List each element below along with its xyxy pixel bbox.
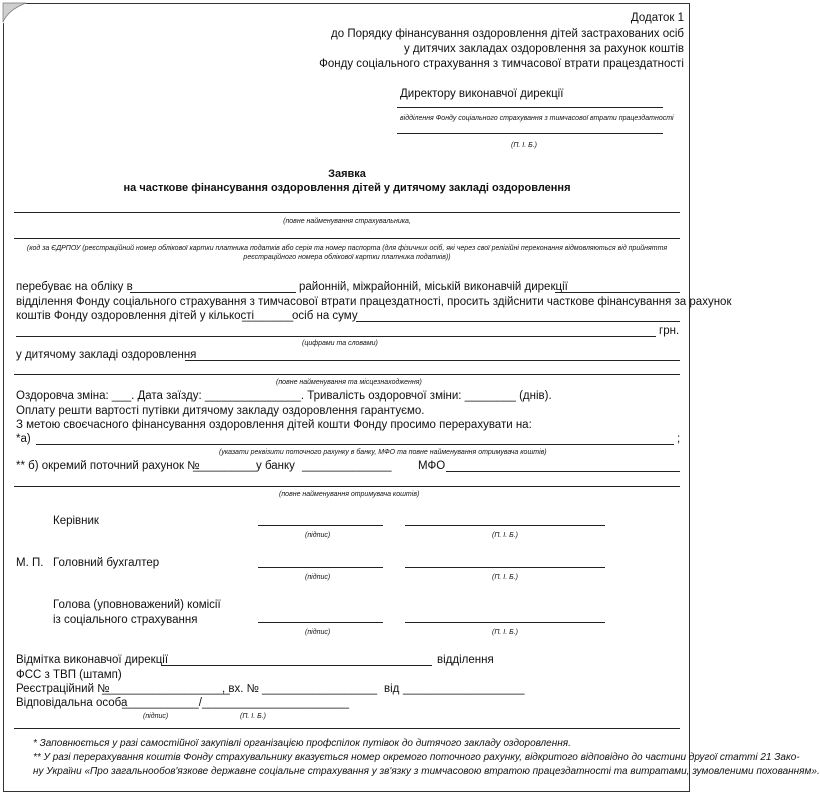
registered-suffix: районній, міжрайонній, міській виконавчій дирекції: [299, 281, 568, 293]
registered-district-field[interactable]: [130, 292, 296, 293]
recipient-caption: (повне найменування отримувача коштів): [279, 491, 420, 498]
mark-suffix: відділення: [437, 654, 494, 666]
fss-stamp-label: ФСС з ТВП (штамп): [16, 669, 122, 681]
bank-details-caption: (указати реквізити поточного рахунку в банку, МФО та повне найменування отримувача коштів): [219, 449, 547, 456]
accountant-sign-field[interactable]: [258, 567, 383, 568]
option-a-label: *а): [16, 433, 31, 445]
accountant-pib-caption: (П. І. Б.): [492, 574, 518, 581]
responsible-label: Відповідальна особа: [16, 697, 128, 709]
accountant-label: Головний бухгалтер: [53, 557, 160, 569]
addressee-line-2[interactable]: [397, 133, 663, 134]
insured-name-field[interactable]: [14, 212, 680, 213]
mark-directorate-field[interactable]: [161, 665, 432, 666]
recipient-field[interactable]: [14, 486, 680, 487]
doc-title: Заявка: [328, 168, 366, 180]
transfer-text: З метою своєчасного фінансування оздоровлення дітей кошти Фонду просимо перерахувати на:: [16, 419, 532, 431]
option-b-bank-label: у банку: [256, 460, 295, 472]
option-a-field[interactable]: [36, 444, 674, 445]
head-pib-field[interactable]: [405, 525, 605, 526]
chair-label-1: Голова (уповноважений) комісії: [53, 599, 221, 611]
currency-label: грн.: [659, 325, 680, 337]
mark-prefix: Відмітка виконавчої дирекції: [16, 654, 169, 666]
option-b-mfo-label: МФО: [418, 460, 446, 472]
footnote-1: * Заповнюється у разі самостійної закупівлі організацією профспілок путівок до дитячого закладу оздоровлення.: [33, 738, 571, 749]
registered-prefix: перебуває на обліку в: [16, 281, 133, 293]
doc-subtitle: на часткове фінансування оздоровлення дітей у дитячому закладі оздоровлення: [123, 182, 571, 194]
chair-pib-field[interactable]: [405, 622, 605, 623]
camp-prefix: у дитячому закладі оздоровлення: [16, 349, 197, 361]
stamp-label: М. П.: [16, 557, 44, 569]
option-a-end: ;: [677, 433, 681, 445]
funds-mid: осіб на суму: [292, 310, 358, 322]
addressee-line-1[interactable]: [397, 107, 663, 108]
from-label: від: [384, 683, 400, 695]
responsible-sign-caption: (підпис): [143, 713, 169, 720]
camp-caption: (повне найменування та місцезнаходження): [276, 379, 422, 386]
from-field[interactable]: ___________________: [403, 683, 525, 695]
in-no-field[interactable]: __________________: [262, 683, 378, 695]
footnote-divider: [14, 728, 680, 729]
addressee-title: Директору виконавчої дирекції: [400, 88, 564, 100]
annex-line3: у дитячих закладах оздоровлення за рахунок коштів: [403, 43, 684, 55]
camp-field[interactable]: [185, 360, 680, 361]
chair-sign-field[interactable]: [258, 622, 383, 623]
page-curl-icon: [0, 0, 30, 26]
head-label: Керівник: [53, 515, 99, 527]
head-sign-field[interactable]: [258, 525, 383, 526]
reg-no-label: Реєстраційний №: [16, 683, 110, 695]
edrpou-caption-1: (код за ЄДРПОУ (реєстраційний номер облікової картки платника податків або серія та номер паспорта (для фізичних осіб, які через свої релігійні переконання відмовляються від прийняття: [26, 245, 668, 252]
responsible-field[interactable]: ____________/_______________________: [122, 697, 350, 709]
guarantee-text: Оплату решти вартості путівки дитячому закладу оздоровлення гарантуємо.: [16, 405, 425, 417]
responsible-pib-caption: (П. І. Б.): [240, 713, 266, 720]
option-b-bank-field[interactable]: ______________: [302, 460, 392, 472]
footnote-2-line1: ** У разі перерахування коштів Фонду страхувальнику вказується номер окремого поточного рахунку, відкритого відповідно до частини другої статті 21 Зако-: [33, 752, 800, 763]
insured-name-caption: (повне найменування страхувальника,: [283, 218, 411, 225]
footnote-2-line2: ну України «Про загальнообов'язкове державне соціальне страхування у зв'язку з тимчасовою втратою працездатності та витратами, зумовленими похованням».: [33, 766, 820, 777]
annex-line4: Фонду соціального страхування з тимчасової втрати працездатності: [319, 58, 684, 70]
registered-directorate-field[interactable]: [555, 292, 680, 293]
option-b-prefix: ** б) окремий поточний рахунок №: [16, 460, 200, 472]
camp-field-2[interactable]: [14, 374, 680, 375]
shift-text: Оздоровча зміна: ___. Дата заїзду: _______________. Тривалість оздоровчої зміни: ________ (днів).: [16, 390, 552, 402]
funds-count-field[interactable]: ________: [242, 310, 294, 322]
chair-sign-caption: (підпис): [305, 629, 331, 636]
funds-sum-field-2[interactable]: [16, 336, 656, 337]
addressee-pib-caption: (П. І. Б.): [511, 142, 537, 149]
option-b-account-field[interactable]: __________: [193, 460, 257, 472]
branch-text: відділення Фонду соціального страхування з тимчасової втрати працездатності, просить здійснити часткове фінансування за рахунок: [16, 296, 732, 308]
annex-line2: до Порядку фінансування оздоровлення дітей застрахованих осіб: [331, 28, 684, 40]
in-no-label: , вх. №: [222, 683, 259, 695]
in-figures-caption: (цифрами та словами): [302, 340, 378, 347]
addressee-dept-caption: відділення Фонду соціального страхування з тимчасової втрати працездатності: [400, 115, 674, 122]
annex-number: Додаток 1: [630, 12, 684, 24]
insured-code-field[interactable]: [14, 238, 680, 239]
reg-no-field[interactable]: ____________________: [102, 683, 230, 695]
chair-pib-caption: (П. І. Б.): [492, 629, 518, 636]
funds-sum-field[interactable]: [356, 321, 680, 322]
option-b-mfo-field[interactable]: [446, 471, 680, 472]
accountant-sign-caption: (підпис): [305, 574, 331, 581]
head-sign-caption: (підпис): [305, 532, 331, 539]
accountant-pib-field[interactable]: [405, 567, 605, 568]
head-pib-caption: (П. І. Б.): [492, 532, 518, 539]
chair-label-2: із соціального страхування: [53, 614, 198, 626]
edrpou-caption-2: реєстраційного номера облікової картки платника податків)): [243, 254, 451, 261]
funds-prefix: коштів Фонду оздоровлення дітей у кількості: [16, 310, 255, 322]
